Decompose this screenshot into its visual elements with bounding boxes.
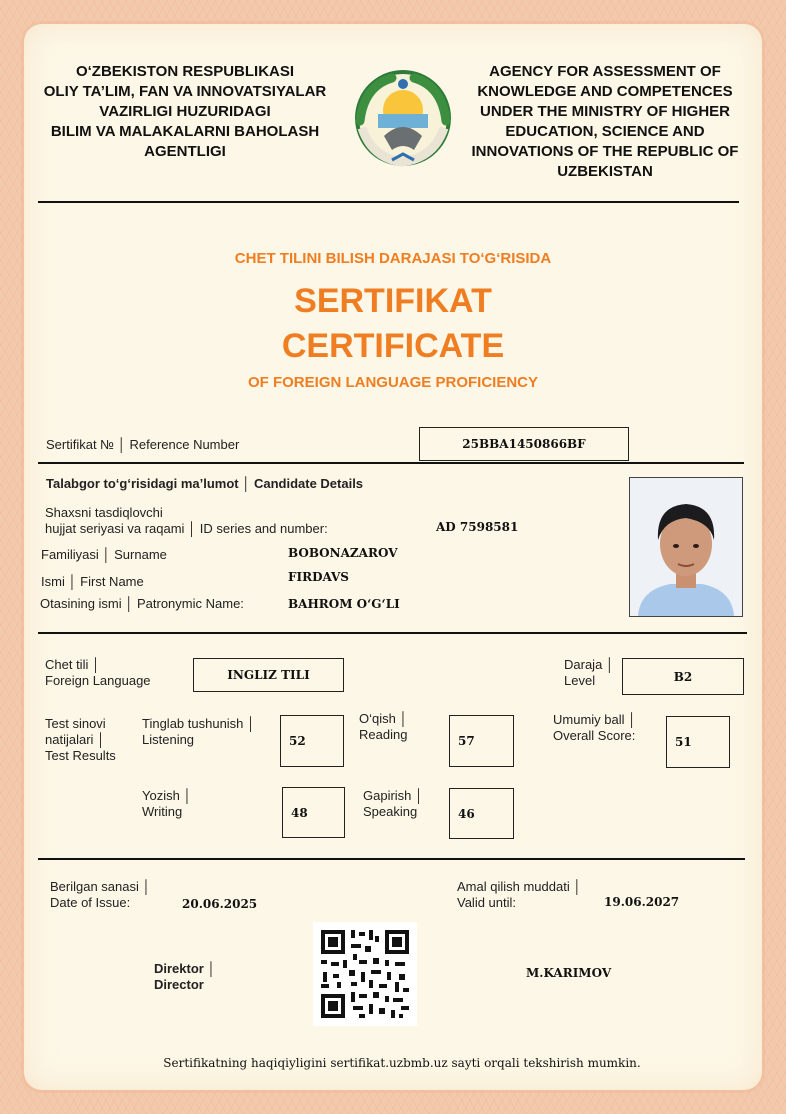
listening-label-line-2: Listening <box>142 732 195 747</box>
first-name-value: FIRDAVS <box>288 570 349 584</box>
reading-label-line-1: O‘qish │ <box>359 711 408 726</box>
results-divider <box>38 858 745 860</box>
id-value: AD 7598581 <box>436 520 519 534</box>
title-main-uz: SERTIFIKAT <box>294 282 492 320</box>
verification-note: Sertifikatning haqiqiyligini sertifikat.uzbmb.uz sayti orqali tekshirish mumkin. <box>163 1056 641 1070</box>
results-label-line-3: Test Results <box>45 748 116 763</box>
header-right-line: AGENCY FOR ASSESSMENT OF <box>489 63 721 80</box>
header-right-line: INNOVATIONS OF THE REPUBLIC OF <box>471 143 739 160</box>
level-label-line-1: Daraja │ <box>564 657 615 672</box>
valid-until-value: 19.06.2027 <box>604 895 680 909</box>
candidate-divider <box>38 632 747 634</box>
director-label-line-1: Direktor │ <box>154 961 216 976</box>
header-right-line: EDUCATION, SCIENCE AND <box>505 123 705 140</box>
header-left-line: VAZIRLIGI HUZURIDAGI <box>99 103 271 120</box>
id-label-line-2: hujjat seriyasi va raqami │ ID series and number: <box>45 521 328 536</box>
header-right-line: KNOWLEDGE AND COMPETENCES <box>477 83 733 100</box>
issue-date-label-line-2: Date of Issue: <box>50 895 131 910</box>
header-right-line: UNDER THE MINISTRY OF HIGHER <box>479 103 730 120</box>
header-left-line: OLIY TA’LIM, FAN VA INNOVATSIYALAR <box>43 83 327 100</box>
reference-divider <box>38 462 744 464</box>
overall-score-box <box>666 716 730 768</box>
reference-number-value: 25BBA1450866BF <box>462 437 586 451</box>
director-name: M.KARIMOV <box>526 966 612 980</box>
writing-score: 48 <box>291 805 308 820</box>
language-value-box <box>193 658 344 692</box>
level-value-box <box>622 658 744 695</box>
state-emblem-icon <box>352 66 454 168</box>
writing-label-line-1: Yozish │ <box>142 788 192 803</box>
header-left-text <box>20 62 350 162</box>
results-label-line-2: natijalari │ <box>45 732 106 747</box>
id-label-line-1: Shaxsni tasdiqlovchi <box>45 505 163 520</box>
valid-until-label-line-1: Amal qilish muddati │ <box>457 879 582 894</box>
header-divider <box>38 201 739 203</box>
surname-value: BOBONAZAROV <box>288 546 398 560</box>
reference-number-box <box>419 427 629 461</box>
header-right-line: UZBEKISTAN <box>557 163 653 180</box>
patronymic-label: Otasining ismi │ Patronymic Name: <box>40 596 244 611</box>
level-label-line-2: Level <box>564 673 596 688</box>
overall-score: 51 <box>675 735 692 749</box>
listening-score-box <box>280 715 344 767</box>
language-value: INGLIZ TILI <box>227 668 310 682</box>
header-left-line: O‘ZBEKISTON RESPUBLIKASI <box>75 63 295 80</box>
speaking-label-line-2: Speaking <box>363 804 418 819</box>
reading-score: 57 <box>458 734 475 748</box>
listening-score: 52 <box>289 734 306 748</box>
director-label-line-2: Director <box>154 977 204 992</box>
language-label-line-2: Foreign Language <box>45 673 151 688</box>
valid-until-label-line-2: Valid until: <box>457 895 517 910</box>
reading-label-line-2: Reading <box>359 727 408 742</box>
listening-label-line-1: Tinglab tushunish │ <box>142 716 256 731</box>
speaking-score-box <box>449 788 514 839</box>
reading-score-box <box>449 715 514 767</box>
header-left-line: AGENTLIGI <box>144 143 226 160</box>
overall-label-line-1: Umumiy ball │ <box>553 712 637 727</box>
overall-label-line-2: Overall Score: <box>553 728 636 743</box>
language-label-line-1: Chet tili │ <box>45 657 101 672</box>
title-subtitle-bottom: OF FOREIGN LANGUAGE PROFICIENCY <box>247 374 538 391</box>
title-subtitle-top: CHET TILINI BILISH DARAJASI TO‘G‘RISIDA <box>234 250 552 267</box>
speaking-score: 46 <box>458 806 475 821</box>
candidate-photo <box>629 477 743 617</box>
issue-date-label-line-1: Berilgan sanasi │ <box>50 879 151 894</box>
level-value: B2 <box>673 669 693 684</box>
header-left-line: BILIM VA MALAKALARNI BAHOLASH <box>50 123 320 140</box>
first-name-label: Ismi │ First Name <box>41 574 144 589</box>
qr-code-icon <box>313 922 417 1026</box>
surname-label: Familiyasi │ Surname <box>41 547 167 562</box>
writing-score-box <box>282 787 345 838</box>
reference-label: Sertifikat № │ Reference Number <box>46 437 240 452</box>
writing-label-line-2: Writing <box>142 804 183 819</box>
speaking-label-line-1: Gapirish │ <box>363 788 424 803</box>
patronymic-value: BAHROM O‘G‘LI <box>288 597 400 611</box>
candidate-heading: Talabgor to‘g‘risidagi ma’lumot │ Candidate Details <box>46 476 364 491</box>
results-label-line-1: Test sinovi <box>45 716 106 731</box>
issue-date-value: 20.06.2025 <box>182 897 258 911</box>
header-right-text <box>458 62 752 182</box>
title-main-en: CERTIFICATE <box>281 327 505 365</box>
